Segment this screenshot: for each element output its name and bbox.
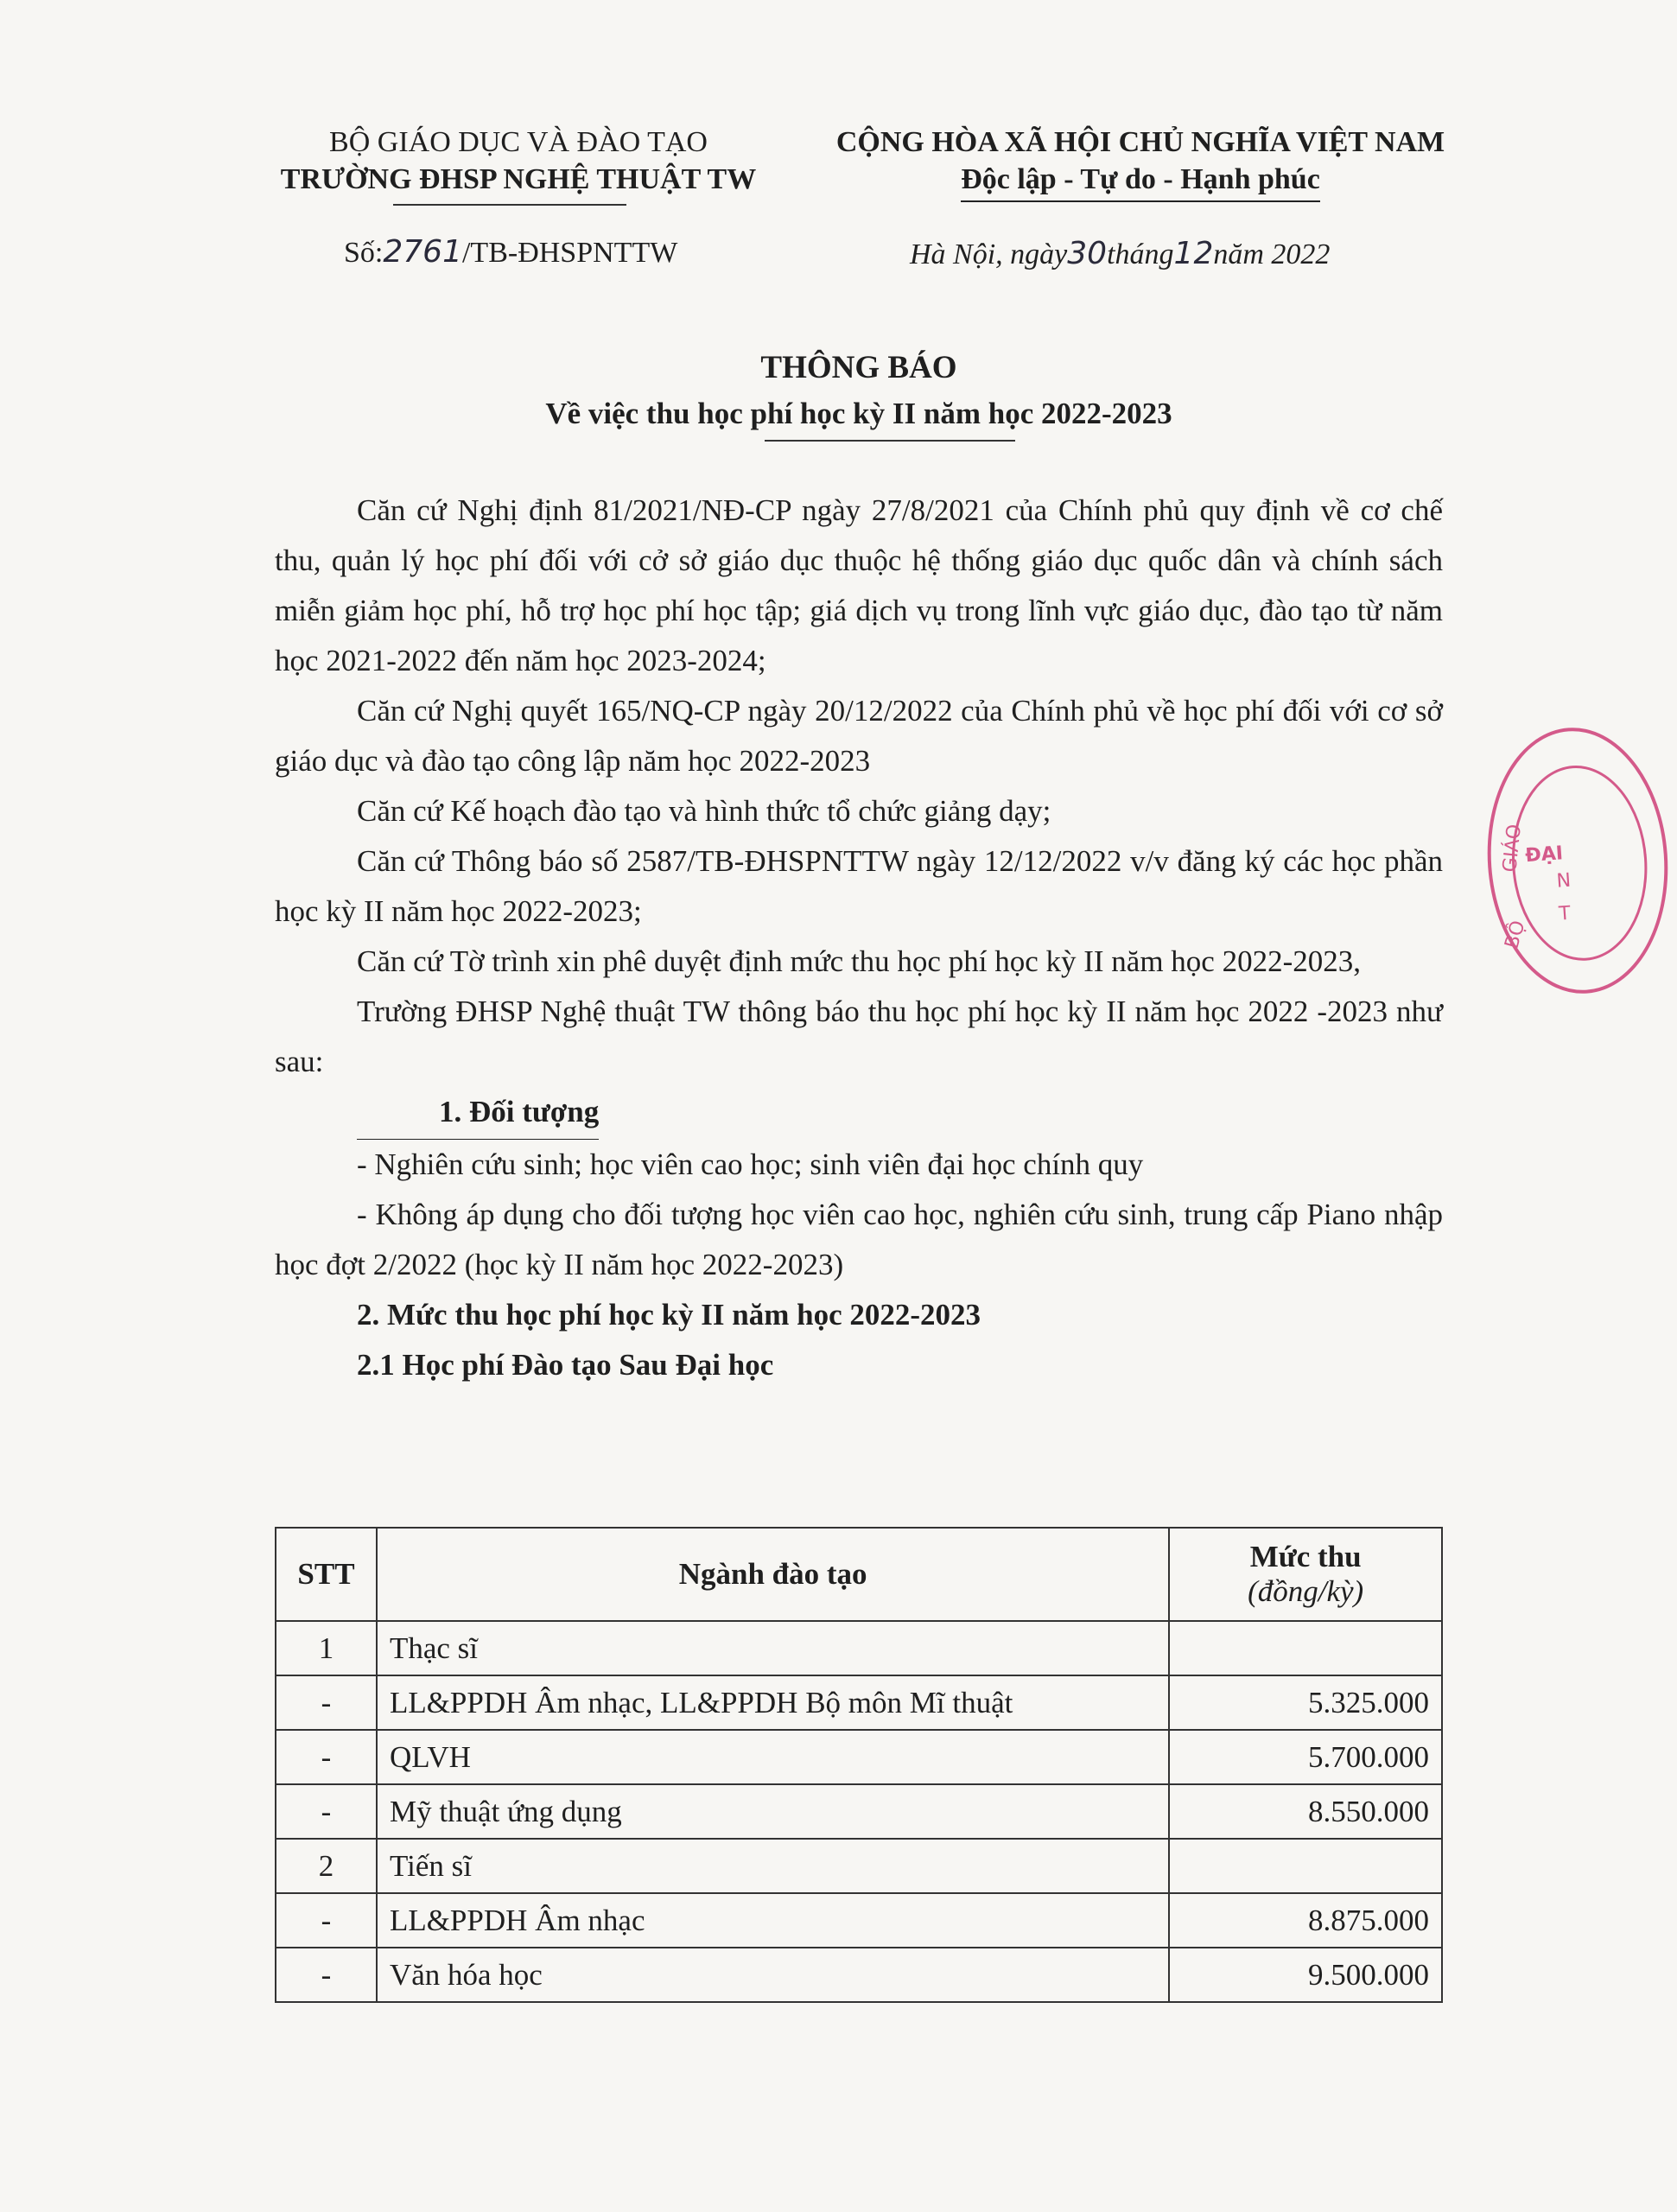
header-fee-label: Mức thu	[1249, 1540, 1362, 1573]
document-body	[275, 486, 1443, 1390]
paragraph-announcement: Trường ĐHSP Nghệ thuật TW thông báo thu học phí học kỳ II năm học 2022 -2023 như sau:	[275, 995, 1443, 1078]
header-stt: STT	[276, 1528, 377, 1621]
section1-item-1: - Nghiên cứu sinh; học viên cao học; sinh viên đại học chính quy	[357, 1147, 1144, 1181]
table-row	[276, 1893, 1442, 1948]
header-fee-unit: (đồng/kỳ)	[1248, 1574, 1364, 1608]
cell-stt: -	[276, 1730, 377, 1784]
date-prefix: Hà Nội, ngày	[910, 238, 1068, 270]
cell-stt: 1	[276, 1621, 377, 1675]
table-row	[276, 1839, 1442, 1893]
cell-major: LL&PPDH Âm nhạc	[377, 1893, 1169, 1948]
fee-table	[275, 1527, 1443, 2003]
official-stamp	[1479, 721, 1677, 1000]
stamp-text-3: BỘ	[1501, 918, 1530, 951]
country-name: CỘNG HÒA XÃ HỘI CHỦ NGHĨA VIỆT NAM	[835, 126, 1445, 158]
header-fee	[1169, 1528, 1442, 1621]
number-suffix: /TB-ĐHSPNTTW	[461, 237, 678, 269]
table-row	[276, 1621, 1442, 1675]
number-prefix: Số:	[344, 237, 384, 269]
date-month: 12	[1173, 236, 1214, 271]
section-heading-2-1: 2.1 Học phí Đào tạo Sau Đại học	[357, 1348, 774, 1382]
number-handwritten: 2761	[383, 234, 462, 270]
cell-stt: -	[276, 1893, 377, 1948]
date-day: 30	[1067, 236, 1108, 271]
paragraph-legal-basis-3: Căn cứ Kế hoạch đào tạo và hình thức tổ chức giảng dạy;	[357, 794, 1051, 828]
page-subtitle: Về việc thu học phí học kỳ II năm học 2022-2023	[545, 397, 1172, 430]
paragraph-legal-basis-5: Căn cứ Tờ trình xin phê duyệt định mức thu học phí học kỳ II năm học 2022-2023,	[357, 944, 1361, 978]
motto	[816, 161, 1464, 202]
cell-fee	[1169, 1621, 1442, 1675]
page-title: THÔNG BÁO	[760, 350, 957, 385]
document-number	[344, 233, 677, 272]
school-underline	[393, 204, 626, 206]
section-heading-1-text: 1. Đối tượng	[357, 1087, 599, 1140]
cell-fee: 5.700.000	[1169, 1730, 1442, 1784]
cell-fee: 8.875.000	[1169, 1893, 1442, 1948]
document-date	[910, 235, 1330, 274]
section1-item-2: - Không áp dụng cho đối tượng học viên cao học, nghiên cứu sinh, trung cấp Piano nhập học đợt 2/2022 (học kỳ II năm học 2022-2023)	[275, 1198, 1443, 1281]
date-month-label: tháng	[1107, 238, 1174, 270]
stamp-text-5: T	[1558, 902, 1572, 925]
cell-major: LL&PPDH Âm nhạc, LL&PPDH Bộ môn Mĩ thuật	[377, 1675, 1169, 1730]
stamp-text-1: GIÁO	[1499, 823, 1526, 874]
cell-fee: 8.550.000	[1169, 1784, 1442, 1839]
cell-fee	[1169, 1839, 1442, 1893]
ministry-name: BỘ GIÁO DỤC VÀ ĐÀO TẠO	[329, 126, 708, 158]
section-heading-2: 2. Mức thu học phí học kỳ II năm học 2022-2023	[357, 1298, 981, 1332]
cell-stt: -	[276, 1784, 377, 1839]
cell-major: Văn hóa học	[377, 1948, 1169, 2002]
cell-stt: -	[276, 1675, 377, 1730]
cell-major: Thạc sĩ	[377, 1621, 1169, 1675]
stamp-text-2: ĐẠI	[1524, 842, 1564, 868]
table-row	[276, 1948, 1442, 2002]
table-row	[276, 1730, 1442, 1784]
header-major: Ngành đào tạo	[377, 1528, 1169, 1621]
date-year: năm 2022	[1213, 238, 1331, 270]
table-row	[276, 1784, 1442, 1839]
title-underline	[765, 440, 1015, 442]
cell-major: Mỹ thuật ứng dụng	[377, 1784, 1169, 1839]
cell-stt: 2	[276, 1839, 377, 1893]
cell-fee: 9.500.000	[1169, 1948, 1442, 2002]
motto-text: Độc lập - Tự do - Hạnh phúc	[961, 161, 1320, 202]
cell-major: QLVH	[377, 1730, 1169, 1784]
cell-stt: -	[276, 1948, 377, 2002]
section-heading-1	[275, 1087, 1443, 1140]
cell-major: Tiến sĩ	[377, 1839, 1169, 1893]
cell-fee: 5.325.000	[1169, 1675, 1442, 1730]
table-header-row	[276, 1528, 1442, 1621]
stamp-text-4: N	[1555, 869, 1572, 893]
table-row	[276, 1675, 1442, 1730]
paragraph-legal-basis-2: Căn cứ Nghị quyết 165/NQ-CP ngày 20/12/2022 của Chính phủ về học phí đối với cơ sở giáo dục và đào tạo công lập năm học 2022-2023	[275, 694, 1443, 778]
school-name: TRƯỜNG ĐHSP NGHỆ THUẬT TW	[280, 163, 757, 195]
paragraph-legal-basis-1: Căn cứ Nghị định 81/2021/NĐ-CP ngày 27/8/2021 của Chính phủ quy định về cơ chế thu, quản lý học phí đối với cở sở giáo dục thuộc hệ thống giáo dục quốc dân và chính sách miễn giảm học phí, hỗ trợ học phí học tập; giá dịch vụ trong lĩnh vực giáo dục, đào tạo từ năm học 2021-2022 đến năm học 2023-2024;	[275, 493, 1443, 677]
paragraph-legal-basis-4: Căn cứ Thông báo số 2587/TB-ĐHSPNTTW ngày 12/12/2022 v/v đăng ký các học phần học kỳ II năm học 2022-2023;	[275, 844, 1443, 928]
